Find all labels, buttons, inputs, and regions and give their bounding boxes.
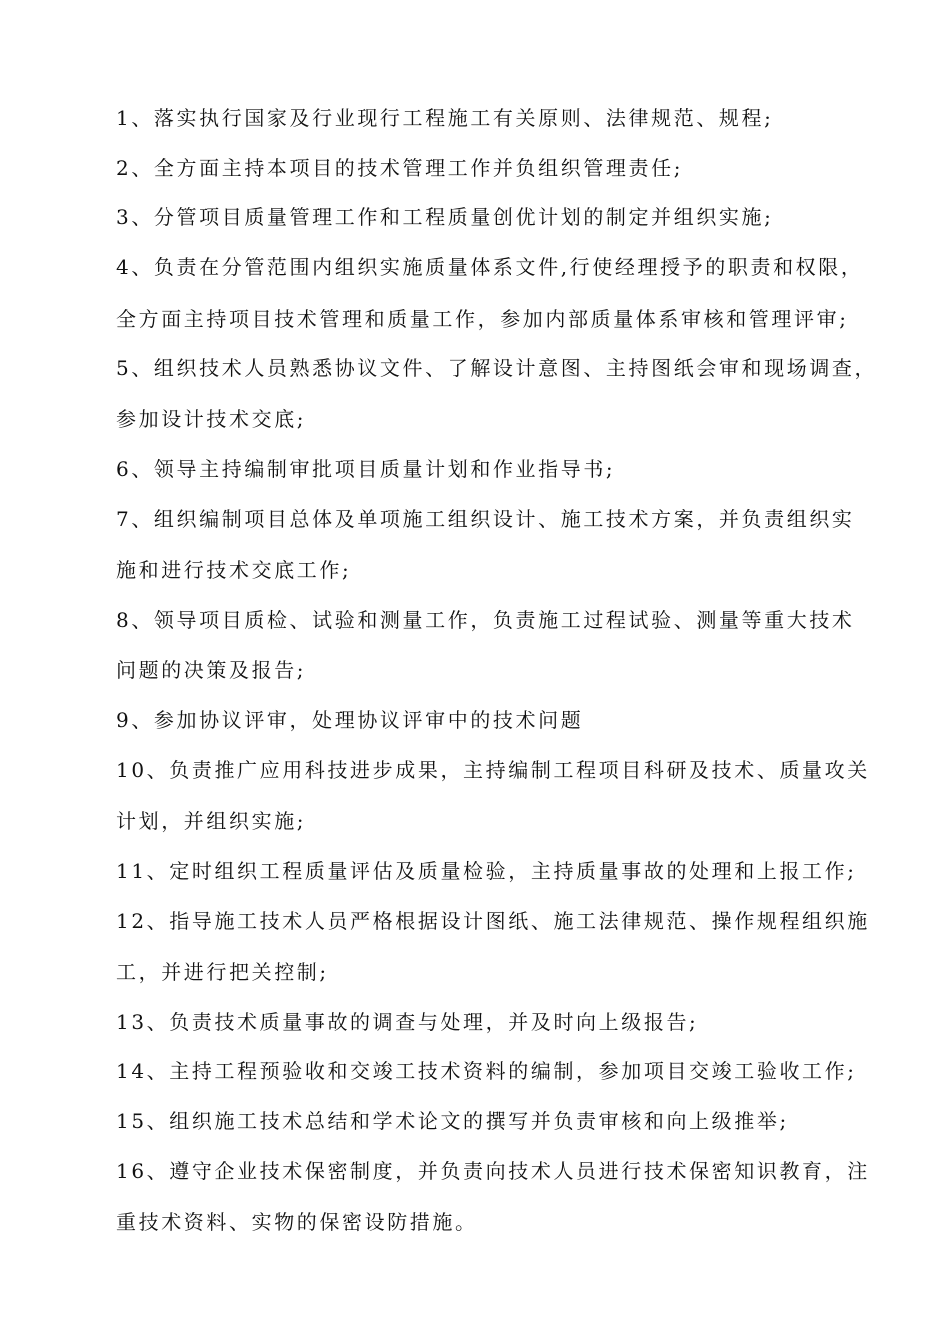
duty-line-7: 7、组织编制项目总体及单项施工组织设计、施工技术方案，并负责组织实 (116, 507, 855, 531)
duty-line-9: 9、参加协议评审，处理协议评审中的技术问题 (116, 708, 584, 732)
duty-line-10: 10、负责推广应用科技进步成果，主持编制工程项目科研及技术、质量攻关 (116, 758, 870, 782)
duty-line-16-cont: 重技术资料、实物的保密设防措施。 (116, 1210, 478, 1234)
duty-line-14: 14、主持工程预验收和交竣工技术资料的编制，参加项目交竣工验收工作; (116, 1059, 857, 1083)
duty-line-13: 13、负责技术质量事故的调查与处理，并及时向上级报告; (116, 1010, 699, 1034)
duty-line-1: 1、落实执行国家及行业现行工程施工有关原则、法律规范、规程; (116, 106, 774, 130)
duty-line-8-cont: 问题的决策及报告; (116, 658, 307, 682)
duty-line-4-cont: 全方面主持项目技术管理和质量工作，参加内部质量体系审核和管理评审; (116, 307, 849, 331)
duty-line-5-cont: 参加设计技术交底; (116, 407, 307, 431)
duty-line-12: 12、指导施工技术人员严格根据设计图纸、施工法律规范、操作规程组织施 (116, 909, 870, 933)
duty-line-15: 15、组织施工技术总结和学术论文的撰写并负责审核和向上级推举; (116, 1109, 789, 1133)
duty-line-8: 8、领导项目质检、试验和测量工作，负责施工过程试验、测量等重大技术 (116, 608, 855, 632)
duty-line-11: 11、定时组织工程质量评估及质量检验，主持质量事故的处理和上报工作; (116, 859, 857, 883)
duty-line-6: 6、领导主持编制审批项目质量计划和作业指导书; (116, 457, 616, 481)
duty-line-3: 3、分管项目质量管理工作和工程质量创优计划的制定并组织实施; (116, 205, 774, 229)
duty-line-4: 4、负责在分管范围内组织实施质量体系文件,行使经理授予的职责和权限， (116, 255, 864, 279)
duty-line-2: 2、全方面主持本项目的技术管理工作并负组织管理责任; (116, 156, 684, 180)
duty-line-16: 16、遵守企业技术保密制度，并负责向技术人员进行技术保密知识教育，注 (116, 1159, 870, 1183)
duty-line-5: 5、组织技术人员熟悉协议文件、了解设计意图、主持图纸会审和现场调查， (116, 356, 878, 380)
duty-line-10-cont: 计划，并组织实施; (116, 809, 307, 833)
duty-line-7-cont: 施和进行技术交底工作; (116, 558, 352, 582)
duty-line-12-cont: 工，并进行把关控制; (116, 960, 329, 984)
